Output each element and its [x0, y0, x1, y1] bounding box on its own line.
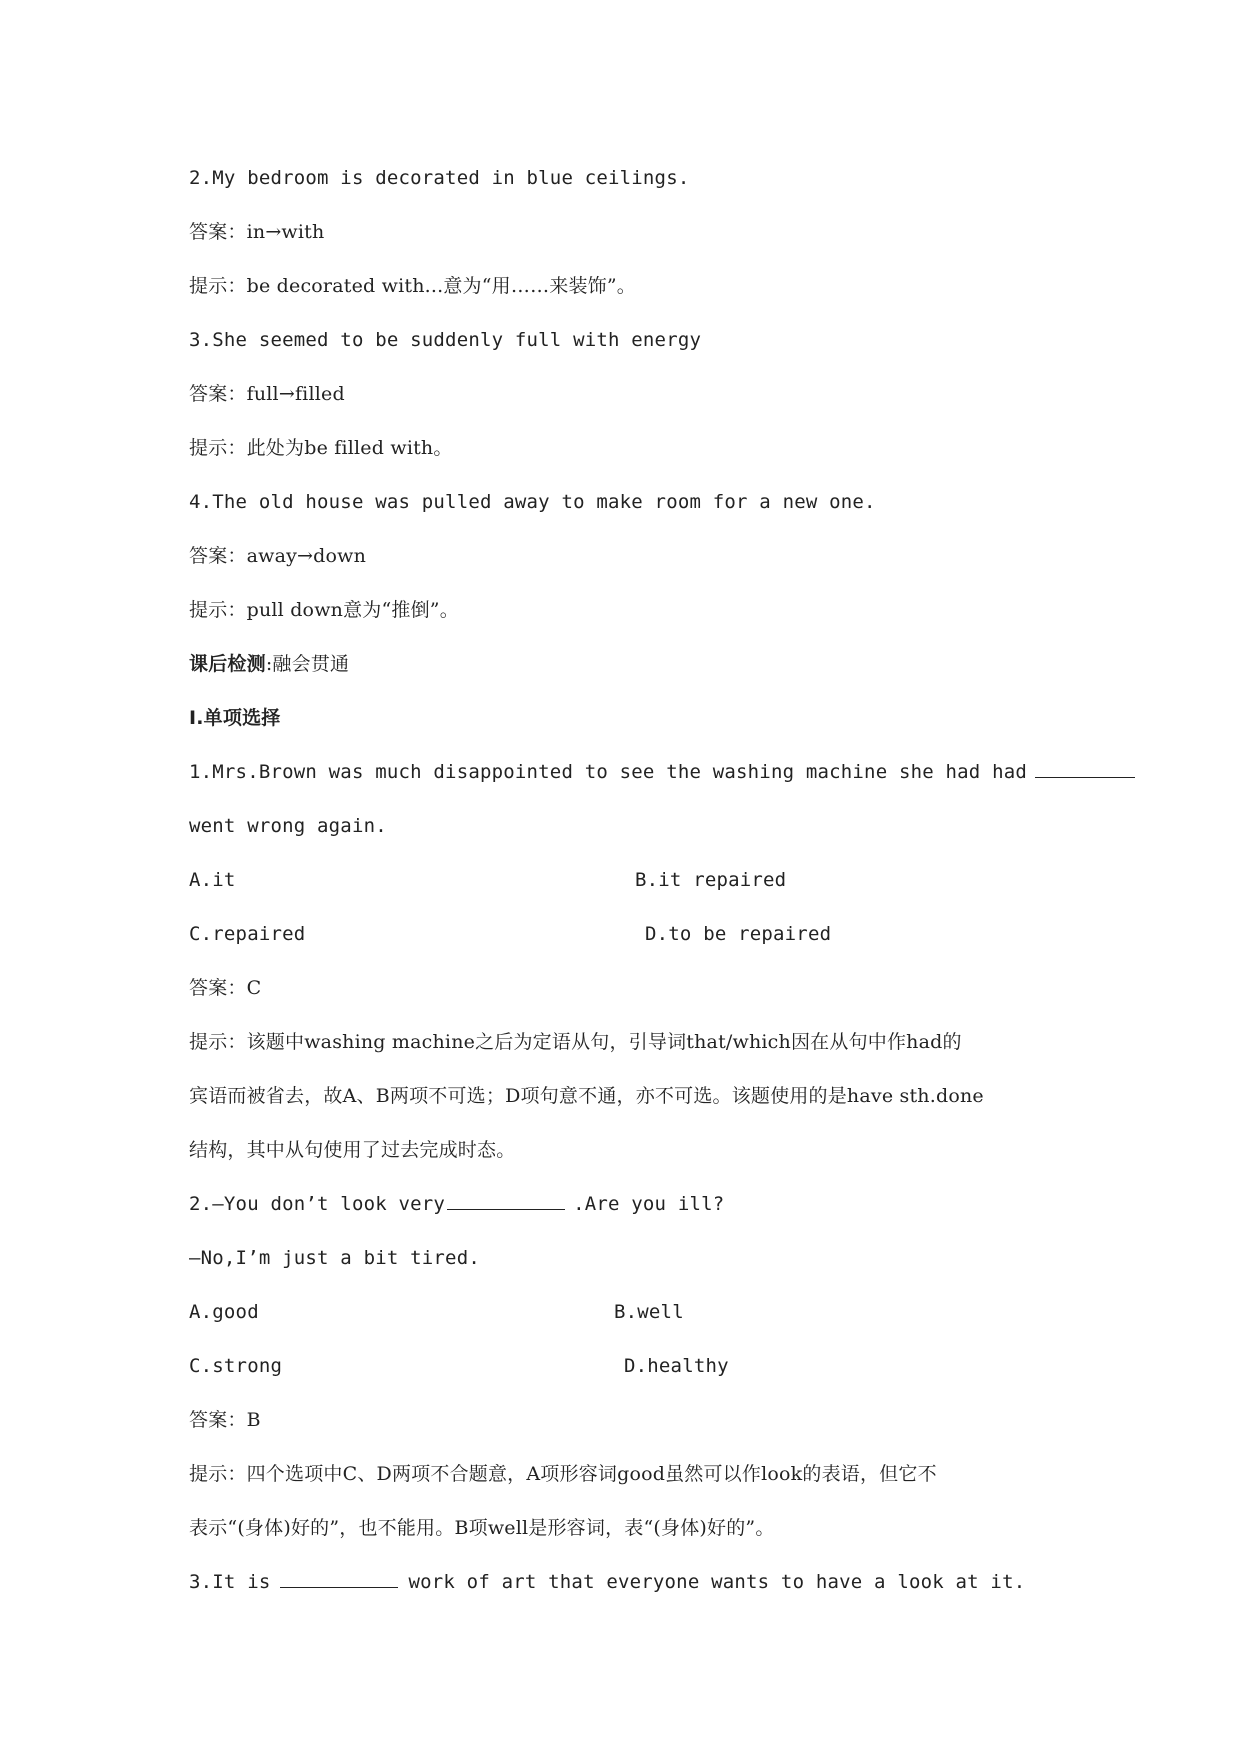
part-1-title: Ⅰ.单项选择 — [189, 707, 281, 729]
mc2-blank — [447, 1185, 565, 1210]
mc1-hint-line2: 宾语而被省去，故A、B两项不可选；D项句意不通，亦不可选。该题使用的是have sth.done — [189, 1085, 984, 1107]
question-3-text: 3.She seemed to be suddenly full with energy — [189, 329, 702, 351]
mc2-option-c: C.strong — [189, 1355, 283, 1377]
mc1-stem-line1 — [189, 752, 1069, 806]
mc2-hint-line2: 表示“(身体)好的”，也不能用。B项well是形容词，表“(身体)好的”。 — [189, 1517, 775, 1539]
question-3-hint: 提示：此处为be filled with。 — [189, 437, 453, 459]
mc1-options-row1 — [189, 860, 1069, 914]
mc2-options-row1 — [189, 1292, 1069, 1346]
mc2-options-row2 — [189, 1346, 1069, 1400]
mc1-option-b: B.it repaired — [635, 869, 787, 891]
mc2-stem-a-tail: .Are you ill? — [573, 1193, 725, 1215]
mc2-option-a: A.good — [189, 1301, 259, 1323]
mc3-stem-tail: work of art that everyone wants to have a look at it. — [408, 1571, 1026, 1593]
mc1-stem-a: 1.Mrs.Brown was much disappointed to see the washing machine she had had — [189, 761, 1028, 783]
mc1-option-a: A.it — [189, 869, 236, 891]
question-2-answer: 答案：in→with — [189, 221, 325, 243]
mc2-hint-line1: 提示：四个选项中C、D两项不合题意，A项形容词good虽然可以作look的表语，但它不 — [189, 1463, 937, 1485]
mc1-hint-line3: 结构，其中从句使用了过去完成时态。 — [189, 1139, 516, 1161]
mc2-option-b: B.well — [614, 1301, 684, 1323]
mc2-stem-a: 2.—You don’t look very — [189, 1193, 446, 1215]
after-class-heading — [189, 644, 1069, 698]
mc1-option-c: C.repaired — [189, 923, 306, 945]
mc3-blank — [280, 1563, 398, 1588]
mc1-hint-line1: 提示：该题中washing machine之后为定语从句，引导词that/which因在从句中作had的 — [189, 1031, 962, 1053]
mc2-option-d: D.healthy — [624, 1355, 729, 1377]
mc1-options-row2 — [189, 914, 1069, 968]
question-4-answer: 答案：away→down — [189, 545, 367, 567]
mc2-stem-b: —No,I’m just a bit tired. — [189, 1247, 480, 1269]
mc2-answer: 答案：B — [189, 1409, 261, 1431]
mc2-stem-line1 — [189, 1184, 1069, 1238]
mc1-stem-b: went wrong again. — [189, 815, 387, 837]
question-2-text: 2.My bedroom is decorated in blue ceilings. — [189, 167, 690, 189]
mc1-blank — [1035, 753, 1135, 778]
mc1-option-d: D.to be repaired — [645, 923, 832, 945]
question-4-hint: 提示：pull down意为“推倒”。 — [189, 599, 459, 621]
mc3-stem-head: 3.It is — [189, 1571, 271, 1593]
question-3-answer: 答案：full→filled — [189, 383, 345, 405]
after-class-title: 课后检测 — [189, 653, 266, 675]
document-page — [189, 158, 1069, 1616]
question-4-text: 4.The old house was pulled away to make room for a new one. — [189, 491, 876, 513]
mc3-stem — [189, 1562, 1069, 1616]
question-2-hint: 提示：be decorated with...意为“用……来装饰”。 — [189, 275, 636, 297]
mc1-answer: 答案：C — [189, 977, 262, 999]
after-class-subtitle: :融会贯通 — [265, 653, 350, 675]
